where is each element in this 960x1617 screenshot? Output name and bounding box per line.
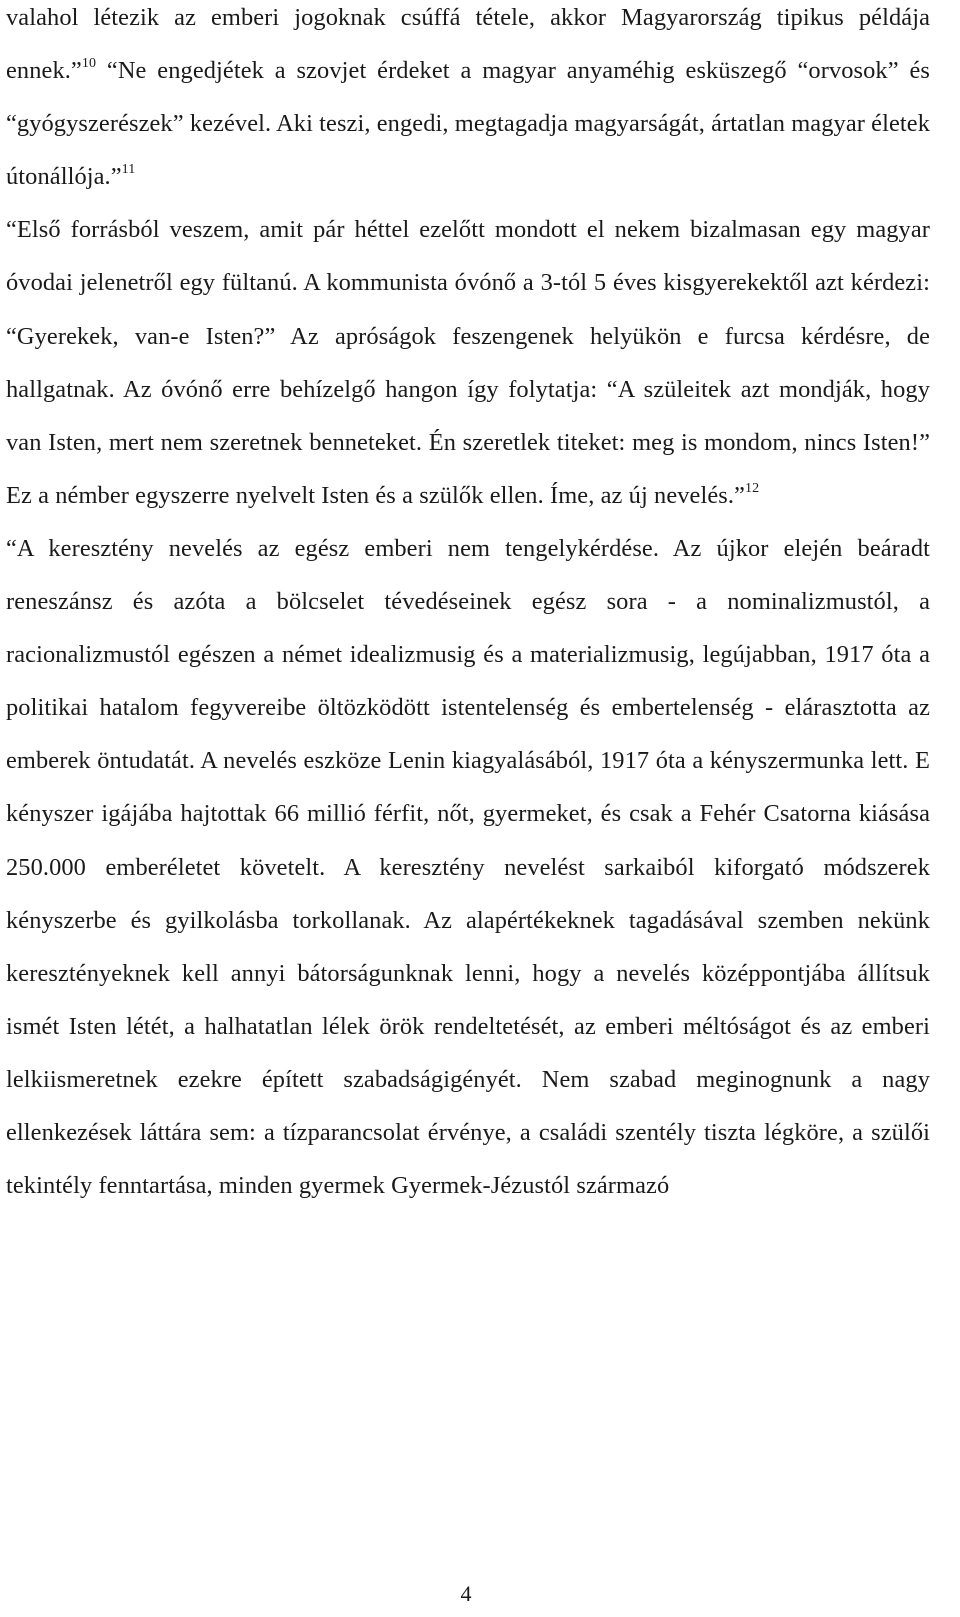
paragraph — [6, 522, 930, 1212]
footnote-reference[interactable]: 10 — [81, 56, 97, 72]
page-number: 4 — [460, 1581, 472, 1606]
paragraph-text: “Első forrásból veszem, amit pár héttel ezelőtt mondott el nekem bizalmasan egy magyar óvodai jelenetről egy fültanú. A kommunista óvónő a 3-tól 5 éves kisgyerekektől azt kérdezi: “Gyerekek, van-e Isten?” Az apróságok feszengenek helyükön e furcsa kérdésre, de hallgatnak. Az óvónő erre behízelgő hangon így folytatja: “A szüleitek azt mondják, hogy van Isten, mert nem szeretnek benneteket. Én szeretlek titeket: meg is mondom, nincs Isten!” Ez a némber egyszerre nyelvelt Isten és a szülők ellen. Íme, az új nevelés.” — [6, 216, 930, 509]
footnote-reference[interactable]: 12 — [745, 480, 760, 496]
paragraph — [6, 203, 930, 522]
paragraph-text: “Ne engedjétek a szovjet érdeket a magyar anyaméhig esküszegő “orvosok” és “gyógyszerészek” kezével. Aki teszi, engedi, megtagadja magyarságát, ártatlan magyar életek útonállója.” — [6, 57, 930, 191]
paragraph-text: valahol létezik az emberi jogoknak csúffá tétele, akkor Magyarország tipikus példája ennek.” — [6, 4, 930, 85]
footnote-reference[interactable]: 11 — [121, 162, 136, 178]
document-page — [6, 0, 930, 1212]
body-text — [6, 0, 930, 1212]
paragraph — [6, 0, 930, 203]
paragraph-text: “A keresztény nevelés az egész emberi nem tengelykérdése. Az újkor elején beáradt reneszánsz és azóta a bölcselet tévedéseinek egész sora - a nominalizmustól, a racionalizmustól egészen a német idealizmusig és a materializmusig, legújabban, 1917 óta a politikai hatalom fegyvereibe öltözködött istentelenség és embertelenség - elárasztotta az emberek öntudatát. A nevelés eszköze Lenin kiagyalásából, 1917 óta a kényszermunka lett. E kényszer igájába hajtottak 66 millió férfit, nőt, gyermeket, és csak a Fehér Csatorna kiásása 250.000 emberéletet követelt. A keresztény nevelést sarkaiból kiforgató módszerek kényszerbe és gyilkolásba torkollanak. Az alapértékeknek tagadásával szemben nekünk keresztényeknek kell annyi bátorságunknak lenni, hogy a nevelés középpontjába állítsuk ismét Isten létét, a halhatatlan lélek örök rendeltetését, az emberi méltóságot és az emberi lelkiismeretnek ezekre épített szabadságigényét. Nem szabad meginognunk a nagy ellenkezések láttára sem: a tízparancsolat érvénye, a családi szentély tiszta légköre, a szülői tekintély fenntartása, minden gyermek Gyermek-Jézustól származó — [6, 534, 930, 1200]
